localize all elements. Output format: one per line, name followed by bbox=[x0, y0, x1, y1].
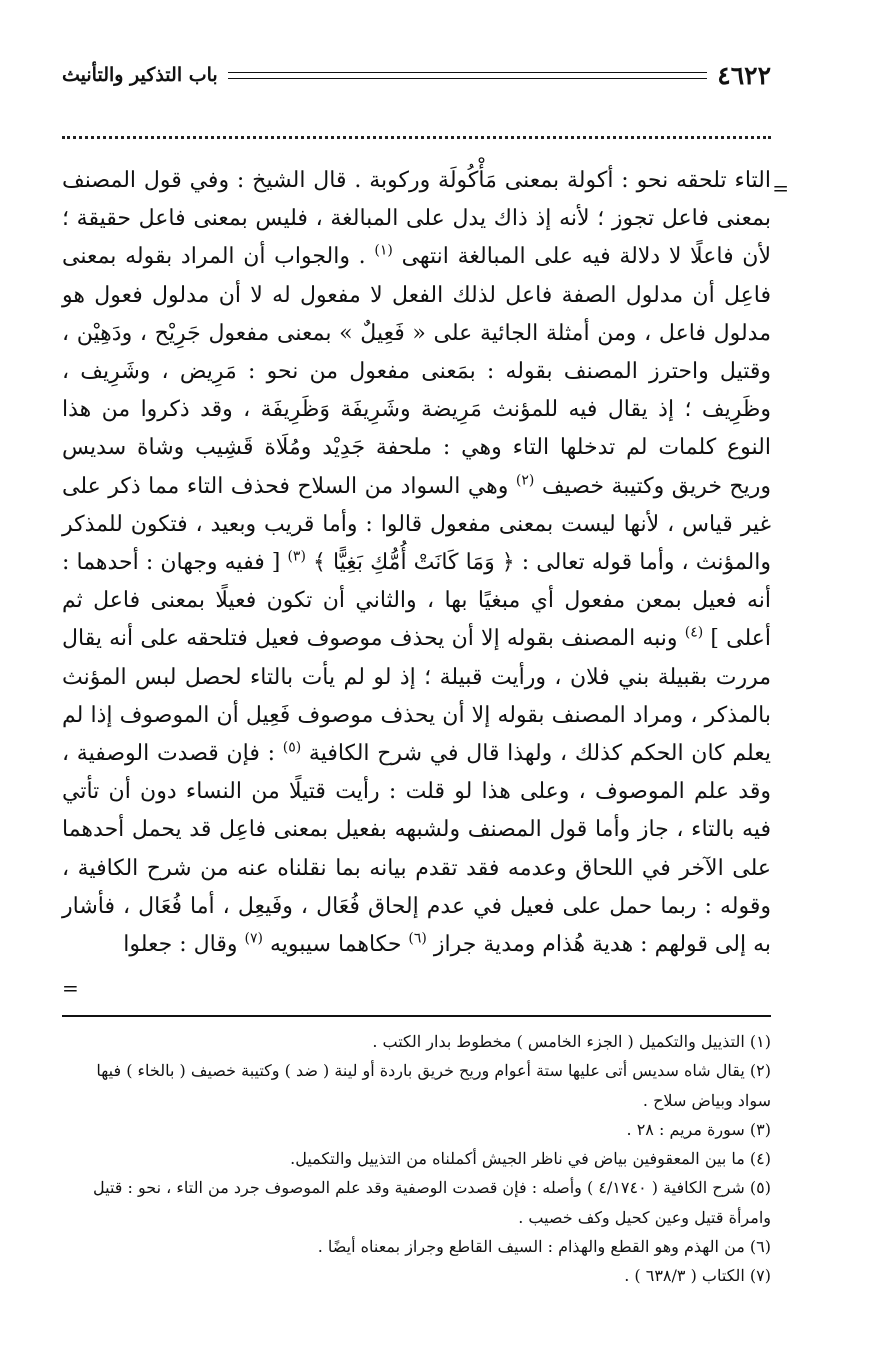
footnote: (٦) من الهذم وهو القطع والهذام : السيف القاطع وجراز بمعناه أيضًا . bbox=[317, 1237, 771, 1257]
main-paragraph bbox=[62, 162, 771, 964]
footnote-ref: (٣) bbox=[287, 548, 306, 565]
body-segment: وهي السواد من السلاح فحذف التاء مما ذكر على غير قياس ، لأنها ليست بمعنى مفعول قالوا : وأما قريب وبعيد ، فتكون للمذكر والمؤنث ، وأما قوله تعالى : ﴿ وَمَا كَانَتْ أُمُّكِ بَغِيًّا ﴾ bbox=[62, 473, 771, 576]
body-segment: حكاهما سيبويه bbox=[269, 932, 402, 958]
footnote-rule bbox=[62, 1015, 771, 1017]
footnote-ref: (٥) bbox=[282, 739, 302, 756]
footnote-ref: (٢) bbox=[515, 472, 535, 489]
footnote: (٧) الكتاب ( ٦٣٨/٣ ) . bbox=[624, 1266, 771, 1286]
dotted-separator bbox=[62, 136, 771, 139]
footnote-ref: (١) bbox=[374, 243, 393, 260]
continues-mark: = bbox=[62, 976, 79, 1000]
footnote: (٥) شرح الكافية ( ٤/١٧٤٠ ) وأصله : فإن قصدت الوصفية وقد علم الموصوف جرد من التاء ، نحو : قتيل وامرأة قتيل وعين كحيل وكف خصيب . bbox=[93, 1178, 771, 1227]
header-rule bbox=[228, 72, 708, 79]
footnotes bbox=[62, 1027, 771, 1291]
footnote: (١) التذييل والتكميل ( الجزء الخامس ) مخطوط بدار الكتب . bbox=[372, 1032, 771, 1051]
page-header bbox=[62, 58, 771, 92]
footnote-ref: (٧) bbox=[244, 930, 263, 947]
body-segment: وقال : جعلوا bbox=[123, 932, 238, 958]
chapter-title: باب التذكير والتأنيث bbox=[62, 64, 218, 86]
footnote: (٢) يقال شاه سديس أتى عليها ستة أعوام وريح خريق باردة أو لينة ( ضد ) وكتيبة خصيف ( بالخاء ) فيها سواد وبياض سلاح . bbox=[96, 1061, 771, 1110]
continuation-mark: = bbox=[772, 176, 789, 200]
body-segment: ونبه المصنف بقوله إلا أن يحذف موصوف فعيل فتلحقه على أنه يقال مررت بقبيلة بني فلان ، ورأيت قبيلة ؛ إذ لو لم يأت بالتاء لحصل لبس المؤنث بالمذكر ، ومراد المصنف بقوله إلا أن يحذف موصوف فَعِيل أن الموصوف إذا لم يعلم كان الحكم كذلك ، ولهذا قال في شرح الكافية bbox=[62, 626, 772, 767]
footnote: (٤) ما بين المعقوفين بياض في ناظر الجيش أكملناه من التذييل والتكميل. bbox=[290, 1149, 771, 1169]
body-segment: التاء تلحقه نحو : أكولة بمعنى مَأْكُولَة وركوبة . قال الشيخ : وفي قول المصنف بمعنى فاعل تجوز ؛ لأنه إذ ذاك يدل على المبالغة ، فليس بمعنى فاعل حقيقة ؛ لأن فاعلًا لا دلالة فيه على المبالغة انتهى bbox=[62, 168, 772, 270]
body-text bbox=[62, 162, 771, 964]
body-segment: : فإن قصدت الوصفية ، وقد علم الموصوف ، وعلى هذا لو قلت : رأيت قتيلًا من النساء دون أن تأتي فيه بالتاء ، جاز وأما قول المصنف ولشبهه بفعيل بمعنى فاعِل قد يحمل أحدهما على الآخر في اللحاق وعدمه فقد تقدم بيانه بما نقلناه عنه من شرح الكافية ، وقوله : ربما حمل على فعيل في عدم إلحاق فُعَال ، وفَيعِل ، أما فُعَال ، فأشار به إلى قولهم : هدية هُذام ومدية جراز bbox=[62, 741, 771, 958]
footnote: (٣) سورة مريم : ٢٨ . bbox=[626, 1119, 771, 1139]
body-segment: [ ففيه وجهان : أحدهما : أنه فعيل بمعن مفعول أي مبغيًا بها ، والثاني أن تكون فعيلًا بمعنى فاعل ثم أعلى ] bbox=[62, 550, 772, 652]
footnote-ref: (٦) bbox=[408, 930, 427, 947]
page-number: ٤٦٢٢ bbox=[717, 60, 771, 90]
body-segment: . والجواب أن المراد بقوله بمعنى فاعِل أن مدلول الصفة فاعل لذلك الفعل لا مفعول له لا أن مدلول فعول هو مدلول فاعل ، ومن أمثلة الجائية على « فَعِيلٌ » بمعنى مفعول جَرِيْح ، ودَهِيْن ، وقتيل واحترز المصنف بقوله : بمَعنى مفعول من نحو : مَرِيض ، وشَرِيف ، وظَرِيف ؛ إذ يقال فيه للمؤنث مَرِيضة وشَرِيفَة وَظَرِيفَة ، وقد ذكروا من هذا النوع كلمات لم تدخلها التاء وهي : ملحفة جَدِيْد ومُلَاة قَشِيب وشاة سديس وريح خريق وكتيبة خصيف bbox=[62, 244, 772, 499]
footnote-ref: (٤) bbox=[684, 625, 704, 642]
